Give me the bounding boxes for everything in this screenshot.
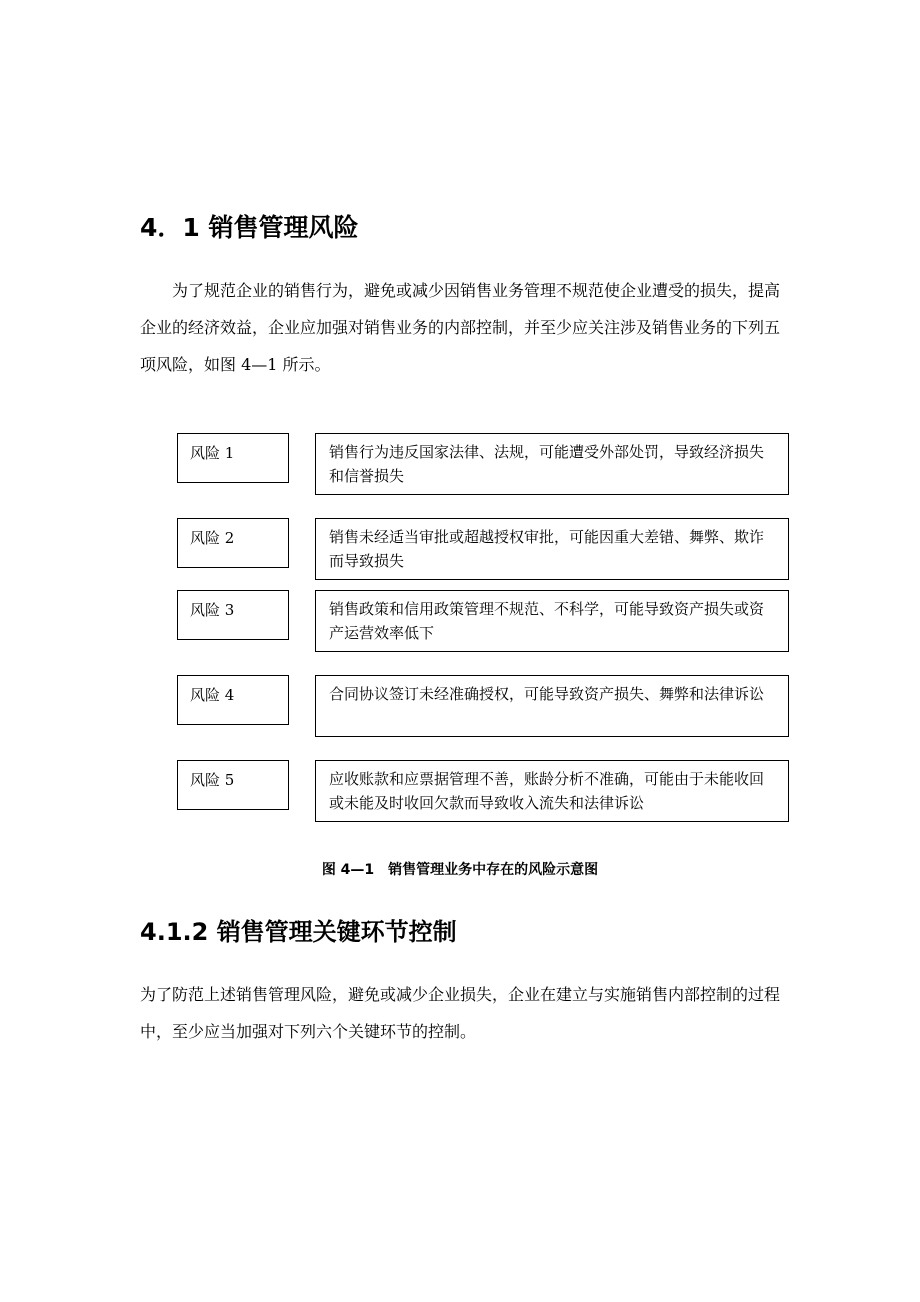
risk-label-3: 风险 3 — [177, 590, 289, 640]
intro-paragraph: 为了规范企业的销售行为，避免或减少因销售业务管理不规范使企业遭受的损失，提高企业的经济效益，企业应加强对销售业务的内部控制，并至少应关注涉及销售业务的下列五项风险，如图 4—1 所示。 — [140, 281, 781, 374]
risk-description-1: 销售行为违反国家法律、法规，可能遭受外部处罚，导致经济损失和信誉损失 — [315, 433, 789, 495]
risk-label-1: 风险 1 — [177, 433, 289, 483]
risk-description-5: 应收账款和应票据管理不善，账龄分析不准确，可能由于未能收回或未能及时收回欠款而导致收入流失和法律诉讼 — [315, 760, 789, 822]
risk-description-2: 销售未经适当审批或超越授权审批，可能因重大差错、舞弊、欺诈而导致损失 — [315, 518, 789, 580]
risk-label-2: 风险 2 — [177, 518, 289, 568]
risk-description-3: 销售政策和信用政策管理不规范、不科学，可能导致资产损失或资产运营效率低下 — [315, 590, 789, 652]
risk-label-4: 风险 4 — [177, 675, 289, 725]
risk-description-4: 合同协议签订未经准确授权，可能导致资产损失、舞弊和法律诉讼 — [315, 675, 789, 737]
controls-paragraph: 为了防范上述销售管理风险，避免或减少企业损失，企业在建立与实施销售内部控制的过程中，至少应当加强对下列六个关键环节的控制。 — [140, 985, 781, 1041]
section-heading-sales-risk: 4．1 销售管理风险 — [140, 213, 359, 242]
figure-caption: 图 4—1 销售管理业务中存在的风险示意图 — [321, 862, 599, 878]
section-heading-key-controls: 4.1.2 销售管理关键环节控制 — [140, 918, 457, 946]
risk-label-5: 风险 5 — [177, 760, 289, 810]
